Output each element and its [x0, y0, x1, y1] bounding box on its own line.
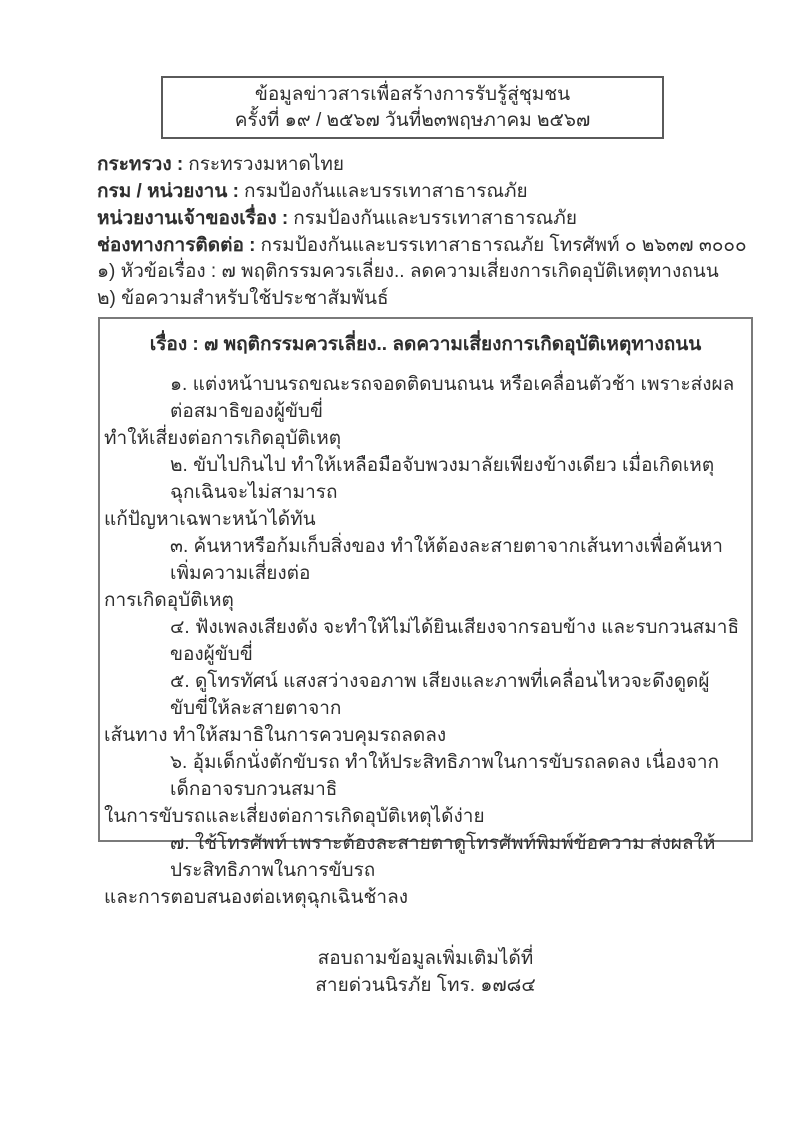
meta-label-department: กรม / หน่วยงาน : [97, 181, 239, 202]
paragraph-line: เส้นทาง ทำให้สมาธิในการควบคุมรถลดลง [104, 725, 447, 746]
paragraph-3 [104, 533, 747, 614]
meta-row-department [97, 178, 757, 205]
header-issue-date: ครั้งที่ ๑๙ / ๒๕๖๗ วันที่๒๓พฤษภาคม ๒๕๖๗ [234, 109, 591, 131]
meta-row-contact [97, 232, 757, 259]
meta-row-ministry [97, 151, 757, 178]
meta-row-owner-agency [97, 205, 757, 232]
item-pr-message: ๒) ข้อความสำหรับใช้ประชาสัมพันธ์ [97, 288, 389, 309]
paragraph-line: แก้ปัญหาเฉพาะหน้าได้ทัน [104, 509, 316, 530]
contact-footer [104, 945, 747, 999]
meta-label-owner-agency: หน่วยงานเจ้าของเรื่อง : [97, 208, 289, 229]
meta-label-ministry: กระทรวง : [97, 154, 184, 175]
header-box [161, 76, 664, 139]
paragraph-7 [104, 830, 747, 911]
paragraph-line: และการตอบสนองต่อเหตุฉุกเฉินช้าลง [104, 887, 409, 908]
items-section [97, 258, 757, 312]
paragraph-line: ๗. ใช้โทรศัพท์ เพราะต้องละสายตาดูโทรศัพท์พิมพ์ข้อความ ส่งผลให้ประสิทธิภาพในการขับรถ [170, 833, 716, 881]
meta-label-contact: ช่องทางการติดต่อ : [97, 235, 256, 256]
paragraph-2 [104, 452, 747, 533]
paragraph-6 [104, 749, 747, 830]
meta-section [97, 151, 757, 259]
meta-value-owner-agency: กรมป้องกันและบรรเทาสาธารณภัย [293, 208, 577, 229]
paragraph-line: ๒. ขับไปกินไป ทำให้เหลือมือจับพวงมาลัยเพียงข้างเดียว เมื่อเกิดเหตุฉุกเฉินจะไม่สามารถ [170, 455, 715, 503]
footer-hotline: สายด่วนนิรภัย โทร. ๑๗๘๔ [315, 975, 536, 996]
paragraph-line: ๓. ค้นหาหรือก้มเก็บสิ่งของ ทำให้ต้องละสายตาจากเส้นทางเพื่อค้นหา เพิ่มความเสี่ยงต่อ [170, 536, 723, 584]
paragraph-line: การเกิดอุบัติเหตุ [104, 590, 234, 611]
paragraph-4 [104, 614, 747, 668]
paragraph-1 [104, 371, 747, 452]
paragraph-line: ในการขับรถและเสี่ยงต่อการเกิดอุบัติเหตุได้ง่าย [104, 806, 485, 827]
paragraph-line: ๑. แต่งหน้าบนรถขณะรถจอดติดบนถนน หรือเคลื่อนตัวช้า เพราะส่งผลต่อสมาธิของผู้ขับขี่ [170, 374, 735, 422]
header-title: ข้อมูลข่าวสารเพื่อสร้างการรับรู้สู่ชุมชน [254, 83, 571, 105]
content-title: เรื่อง : ๗ พฤติกรรมควรเลี่ยง.. ลดความเสี่ยงการเกิดอุบัติเหตุทางถนน [149, 334, 702, 355]
paragraph-5 [104, 668, 747, 749]
paragraph-line: ๕. ดูโทรทัศน์ แสงสว่างจอภาพ เสียงและภาพที่เคลื่อนไหวจะดึงดูดผู้ขับขี่ให้ละสายตาจาก [170, 671, 710, 719]
item-topic: ๑) หัวข้อเรื่อง : ๗ พฤติกรรมควรเลี่ยง.. ลดความเสี่ยงการเกิดอุบัติเหตุทางถนน [97, 261, 719, 282]
meta-value-ministry: กระทรวงมหาดไทย [188, 154, 345, 175]
meta-value-contact: กรมป้องกันและบรรเทาสาธารณภัย โทรศัพท์ ๐ ๒๖๓๗ ๓๐๐๐ [260, 235, 747, 256]
footer-more-info: สอบถามข้อมูลเพิ่มเติมได้ที่ [317, 948, 534, 969]
paragraph-line: ๖. อุ้มเด็กนั่งตักขับรถ ทำให้ประสิทธิภาพในการขับรถลดลง เนื่องจากเด็กอาจรบกวนสมาธิ [170, 752, 719, 800]
paragraph-line: ทำให้เสี่ยงต่อการเกิดอุบัติเหตุ [104, 428, 342, 449]
meta-value-department: กรมป้องกันและบรรเทาสาธารณภัย [243, 181, 528, 202]
paragraph-line: ๔. ฟังเพลงเสียงดัง จะทำให้ไม่ได้ยินเสียงจากรอบข้าง และรบกวนสมาธิของผู้ขับขี่ [170, 617, 740, 665]
content-box [98, 317, 753, 996]
